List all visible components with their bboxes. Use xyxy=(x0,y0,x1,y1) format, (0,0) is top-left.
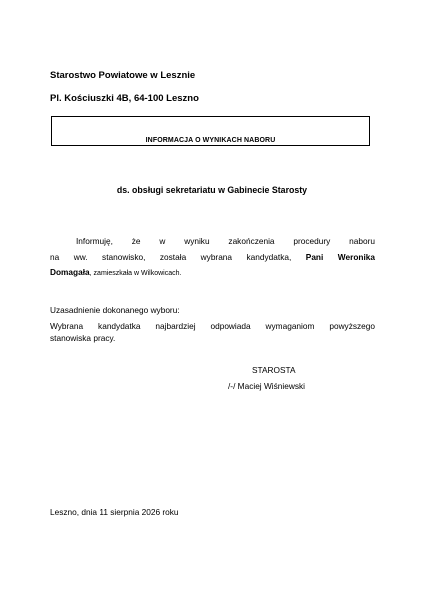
candidate-name-last: Domagała xyxy=(50,267,90,277)
position-subject: ds. obsługi sekretariatu w Gabinecie Starosty xyxy=(116,185,308,195)
body-line-1: Informuję, że w wyniku zakończenia procedury naboru xyxy=(76,236,375,246)
signature-name: /-/ Maciej Wiśniewski xyxy=(228,381,305,391)
body-line-2 xyxy=(50,252,375,262)
candidate-residence: , zamieszkała w Wilkowicach. xyxy=(89,270,182,277)
body-line-3 xyxy=(50,267,181,277)
office-name: Starostwo Powiatowe w Lesznie xyxy=(50,70,196,81)
announcement-title: INFORMACJA O WYNIKACH NABORU xyxy=(145,137,276,144)
body-line-2-text: na ww. stanowisko, została wybrana kandydatka, xyxy=(50,252,292,262)
signature-title: STAROSTA xyxy=(252,365,296,375)
candidate-name-first: Pani Weronika xyxy=(305,252,375,262)
justification-line-2: stanowiska pracy. xyxy=(50,333,116,343)
announcement-box xyxy=(51,116,370,146)
justification-heading: Uzasadnienie dokonanego wyboru: xyxy=(50,305,180,315)
office-address: Pl. Kościuszki 4B, 64-100 Leszno xyxy=(50,93,199,104)
place-date: Leszno, dnia 11 sierpnia 2026 roku xyxy=(50,507,179,517)
justification-line-1: Wybrana kandydatka najbardziej odpowiada wymaganiom powyższego xyxy=(50,321,375,331)
